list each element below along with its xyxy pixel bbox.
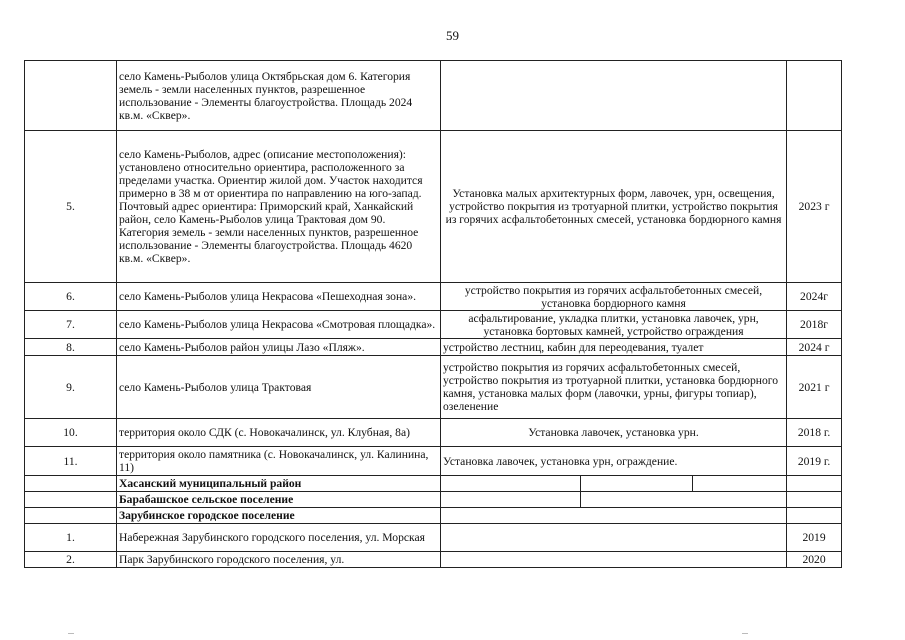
address-cell: Набережная Зарубинского городского поселения, ул. Морская bbox=[117, 524, 441, 552]
works-cell bbox=[441, 524, 787, 552]
row-number: 2. bbox=[25, 552, 117, 568]
address-cell: село Камень-Рыболов улица Некрасова «Смотровая площадка». bbox=[117, 311, 441, 339]
year-cell: 2023 г bbox=[787, 131, 842, 283]
empty-cell bbox=[441, 492, 581, 508]
works-cell: асфальтирование, укладка плитки, установка лавочек, урн, установка бортовых камней, устройство ограждения bbox=[441, 311, 787, 339]
table-row bbox=[25, 419, 842, 447]
empty-cell bbox=[25, 492, 117, 508]
works-cell bbox=[441, 552, 787, 568]
address-cell: село Камень-Рыболов улица Трактовая bbox=[117, 356, 441, 419]
year-cell: 2024г bbox=[787, 283, 842, 311]
table-row bbox=[25, 283, 842, 311]
empty-cell bbox=[441, 476, 581, 492]
address-cell: территория около памятника (с. Новокачалинск, ул. Калинина, 11) bbox=[117, 447, 441, 476]
section-header-row bbox=[25, 508, 842, 524]
works-cell: Установка малых архитектурных форм, лавочек, урн, освещения, устройство покрытия из тротуарной плитки, устройство покрытия из горячих асфальтобетонных смесей, установка бордюрного камня bbox=[441, 131, 787, 283]
empty-cell bbox=[25, 508, 117, 524]
year-cell: 2018г bbox=[787, 311, 842, 339]
table-row bbox=[25, 447, 842, 476]
works-cell: устройство покрытия из горячих асфальтобетонных смесей, устройство покрытия из тротуарной плитки, установка бордюрного камня, установка малых форм (лавочки, урны, фигуры топиар), озеленение bbox=[441, 356, 787, 419]
settlement-header: Барабашское сельское поселение bbox=[117, 492, 441, 508]
page-number: 59 bbox=[446, 28, 459, 43]
scan-mark bbox=[742, 633, 748, 634]
section-header-row bbox=[25, 476, 842, 492]
year-cell: 2024 г bbox=[787, 339, 842, 356]
year-cell: 2019 bbox=[787, 524, 842, 552]
row-number: 11. bbox=[25, 447, 117, 476]
scan-mark bbox=[68, 633, 74, 634]
year-cell: 2019 г. bbox=[787, 447, 842, 476]
works-cell: Установка лавочек, установка урн, ограждение. bbox=[441, 447, 787, 476]
table-row bbox=[25, 339, 842, 356]
table-row bbox=[25, 311, 842, 339]
table-row bbox=[25, 61, 842, 131]
year-cell: 2018 г. bbox=[787, 419, 842, 447]
year-cell: 2021 г bbox=[787, 356, 842, 419]
row-number: 10. bbox=[25, 419, 117, 447]
empty-cell bbox=[787, 508, 842, 524]
address-cell: Парк Зарубинского городского поселения, ул. bbox=[117, 552, 441, 568]
table-row bbox=[25, 131, 842, 283]
row-number: 5. bbox=[25, 131, 117, 283]
empty-cell bbox=[441, 508, 787, 524]
empty-cell bbox=[581, 492, 787, 508]
row-number: 6. bbox=[25, 283, 117, 311]
works-cell bbox=[441, 61, 787, 131]
district-header: Хасанский муниципальный район bbox=[117, 476, 441, 492]
empty-cell bbox=[25, 476, 117, 492]
address-cell: село Камень-Рыболов, адрес (описание местоположения): установлено относительно ориентира, расположенного за пределами участка. Ориентир жилой дом. Участок находится примерно в 38 м от ориентира по направлению на юго-запад. Почтовый адрес ориентира: Приморский край, Ханкайский район, село Камень-Рыболов улица Трактовая дом 90. Категория земель - земли населенных пунктов, разрешенное использование - Элементы благоустройства. Площадь 4620 кв.м. «Сквер». bbox=[117, 131, 441, 283]
empty-cell bbox=[581, 476, 693, 492]
table-row bbox=[25, 524, 842, 552]
table-row bbox=[25, 552, 842, 568]
works-table bbox=[24, 60, 842, 568]
empty-cell bbox=[693, 476, 787, 492]
works-cell: устройство лестниц, кабин для переодевания, туалет bbox=[441, 339, 787, 356]
row-number: 9. bbox=[25, 356, 117, 419]
settlement-header: Зарубинское городское поселение bbox=[117, 508, 441, 524]
address-cell: село Камень-Рыболов улица Октябрьская дом 6. Категория земель - земли населенных пунктов, разрешенное использование - Элементы благоустройства. Площадь 2024 кв.м. «Сквер». bbox=[117, 61, 441, 131]
empty-cell bbox=[787, 492, 842, 508]
year-cell: 2020 bbox=[787, 552, 842, 568]
row-number: 1. bbox=[25, 524, 117, 552]
address-cell: территория около СДК (с. Новокачалинск, ул. Клубная, 8а) bbox=[117, 419, 441, 447]
row-number bbox=[25, 61, 117, 131]
row-number: 8. bbox=[25, 339, 117, 356]
year-cell bbox=[787, 61, 842, 131]
section-header-row bbox=[25, 492, 842, 508]
empty-cell bbox=[787, 476, 842, 492]
works-cell: устройство покрытия из горячих асфальтобетонных смесей, установка бордюрного камня bbox=[441, 283, 787, 311]
works-cell: Установка лавочек, установка урн. bbox=[441, 419, 787, 447]
table-row bbox=[25, 356, 842, 419]
address-cell: село Камень-Рыболов район улицы Лазо «Пляж». bbox=[117, 339, 441, 356]
row-number: 7. bbox=[25, 311, 117, 339]
address-cell: село Камень-Рыболов улица Некрасова «Пешеходная зона». bbox=[117, 283, 441, 311]
